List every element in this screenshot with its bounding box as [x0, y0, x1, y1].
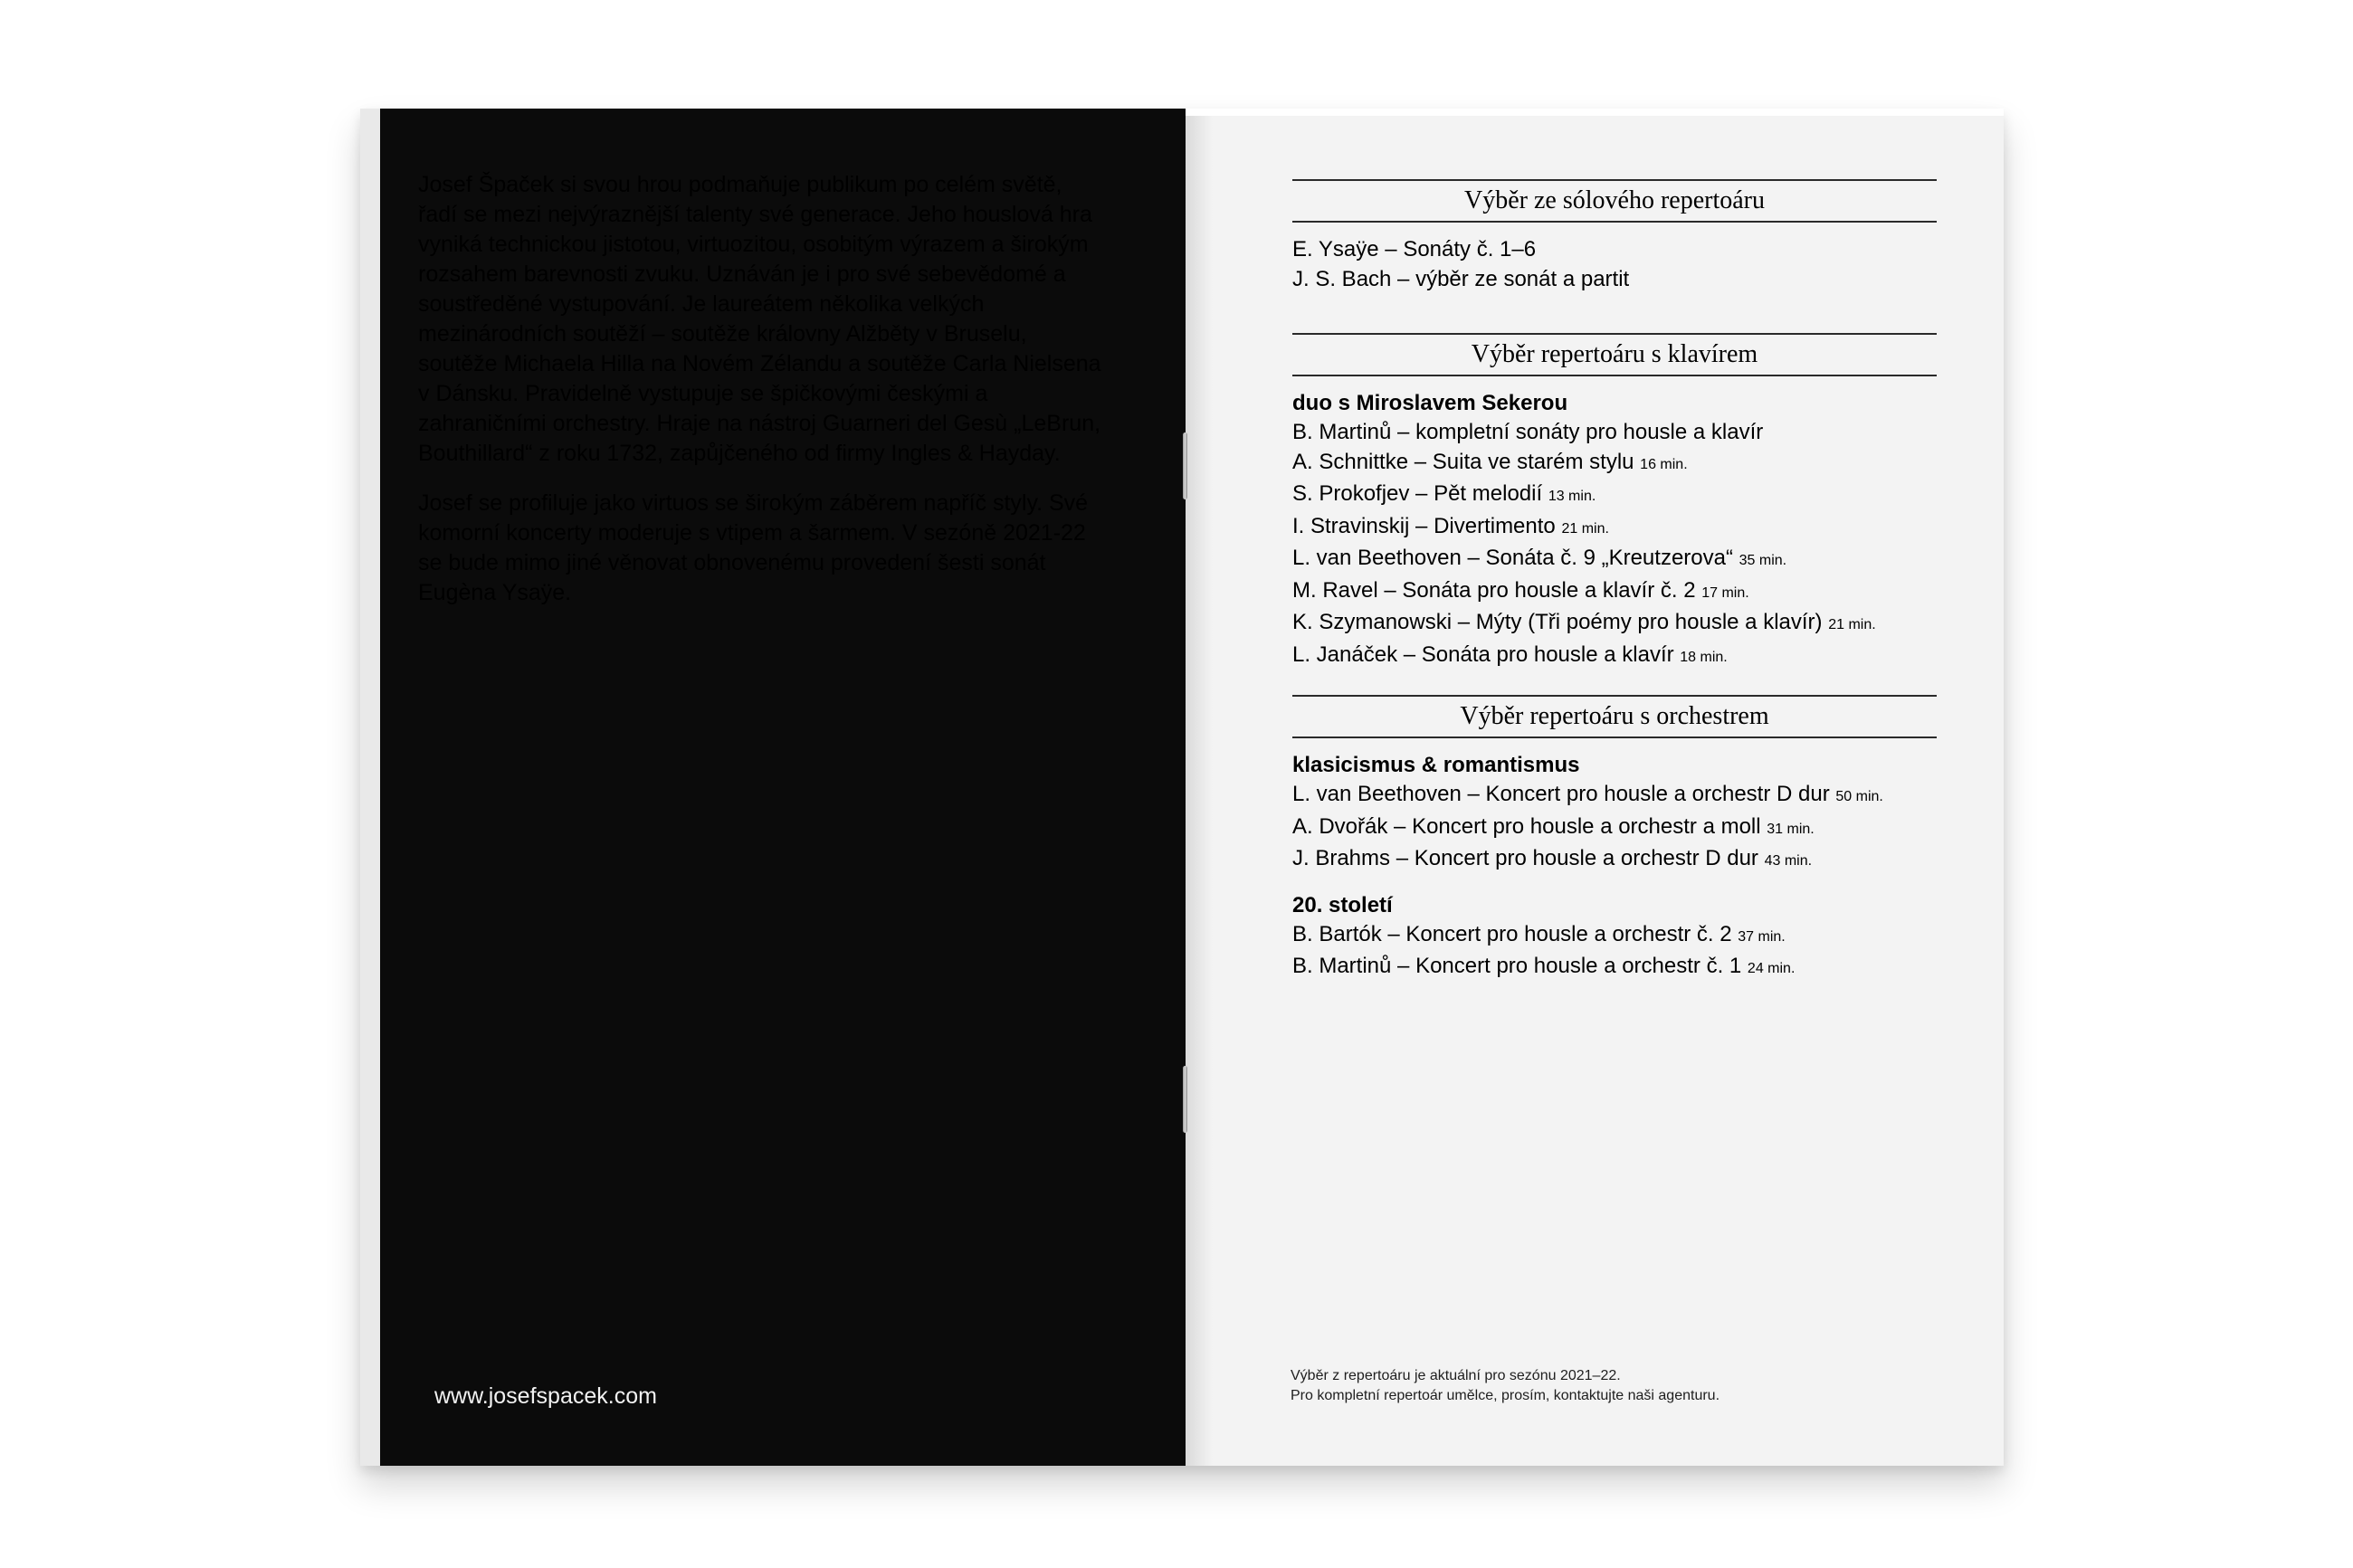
footnote-line: Výběr z repertoáru je aktuální pro sezónu 2021–22.: [1291, 1368, 1621, 1383]
composer: L. van Beethoven: [1292, 782, 1462, 806]
repertoire-item: E. Ysaÿe – Sonáty č. 1–6: [1292, 237, 1537, 261]
repertoire-item: L. van Beethoven – Koncert pro housle a orchestr D dur 50 min.: [1292, 782, 1883, 806]
work-title: Sonáty č. 1–6: [1403, 237, 1537, 261]
work-title: výběr ze sonát a partit: [1415, 266, 1630, 291]
work-title: Koncert pro housle a orchestr a moll: [1412, 813, 1761, 839]
composer: E. Ysaÿe: [1292, 237, 1379, 261]
work-title: Koncert pro housle a orchestr č. 1: [1415, 954, 1742, 978]
repertoire-item: B. Martinů – Koncert pro housle a orchestr č. 1 24 min.: [1292, 954, 1796, 978]
duration: 37 min.: [1738, 928, 1786, 945]
composer: J. Brahms: [1292, 846, 1391, 870]
work-title: Suita ve starém stylu: [1432, 449, 1634, 474]
repertoire-item: S. Prokofjev – Pět melodií 13 min.: [1292, 481, 1596, 506]
section-subheading: duo s Miroslavem Sekerou: [1292, 391, 1568, 415]
repertoire-item: I. Stravinskij – Divertimento 21 min.: [1292, 513, 1609, 538]
composer: B. Martinů: [1292, 420, 1392, 444]
section-subheading: 20. století: [1292, 892, 1393, 917]
duration: 43 min.: [1764, 853, 1813, 869]
repertoire-item: J. Brahms – Koncert pro housle a orchestr D dur 43 min.: [1292, 846, 1813, 870]
work-title: Sonáta pro housle a klavír: [1421, 641, 1674, 667]
composer: A. Dvořák: [1292, 813, 1388, 839]
duration: 13 min.: [1548, 489, 1596, 504]
composer: B. Martinů: [1292, 954, 1392, 978]
repertoire-item: B. Martinů – kompletní sonáty pro housle a klavír: [1292, 420, 1764, 444]
website-link[interactable]: www.josefspacek.com: [434, 1383, 657, 1409]
duration: 35 min.: [1739, 553, 1787, 568]
duration: 16 min.: [1640, 456, 1688, 472]
artist-bio: [418, 170, 1106, 628]
bio-paragraph: Josef se profiluje jako virtuos se širokým záběrem napříč styly. Své komorní koncerty moderuje s vtipem a šarmem. V sezóně 2021-22 se bude mimo jiné věnovat obnovenému provedení šesti sonát Eugèna Ysaÿe.: [418, 490, 1089, 605]
spine-shadow: [1186, 116, 1213, 1466]
duration: 18 min.: [1680, 649, 1728, 665]
composer: L. van Beethoven: [1292, 546, 1462, 570]
solo-repertoire-section: [1292, 179, 1937, 294]
duration: 24 min.: [1747, 961, 1796, 976]
duration: 21 min.: [1561, 520, 1609, 537]
section-heading: Výběr repertoáru s klavírem: [1292, 333, 1937, 376]
repertoire-item: M. Ravel – Sonáta pro housle a klavír č. 2 17 min.: [1292, 577, 1749, 603]
work-title: Mýty (Tři poémy pro housle a klavír): [1475, 610, 1823, 634]
work-title: Pět melodií: [1434, 481, 1543, 506]
composer: J. S. Bach: [1292, 266, 1392, 291]
bottom-staple: [1183, 1066, 1187, 1133]
composer: I. Stravinskij: [1292, 513, 1410, 538]
work-title: Koncert pro housle a orchestr č. 2: [1405, 921, 1732, 946]
work-title: Sonáta č. 9 „Kreutzerova“: [1485, 546, 1733, 570]
repertoire-item: A. Schnittke – Suita ve starém stylu 16 min.: [1292, 449, 1688, 474]
repertoire-item: A. Dvořák – Koncert pro housle a orchestr a moll 31 min.: [1292, 813, 1815, 839]
repertoire-item: B. Bartók – Koncert pro housle a orchestr č. 2 37 min.: [1292, 921, 1786, 946]
duration: 17 min.: [1701, 584, 1749, 601]
work-title: Sonáta pro housle a klavír č. 2: [1402, 577, 1696, 603]
work-title: kompletní sonáty pro housle a klavír: [1415, 420, 1764, 444]
repertoire-item: J. S. Bach – výběr ze sonát a partit: [1292, 266, 1630, 291]
repertoire-item: L. van Beethoven – Sonáta č. 9 „Kreutzerova“ 35 min.: [1292, 546, 1787, 570]
duration: 21 min.: [1828, 617, 1876, 632]
repertoire-item: L. Janáček – Sonáta pro housle a klavír 18 min.: [1292, 641, 1728, 667]
bio-paragraph: Josef Špaček si svou hrou podmaňuje publikum po celém světě, řadí se mezi nejvýraznější talenty své generace. Jeho houslová hra vyniká technickou jistotou, virtuozitou, osobitým výrazem a širokým rozsahem barevnosti zvuku. Uznáván je i pro své sebevědomé a soustředěné vystupování. Je laureátem několika velkých mezinárodních soutěží – soutěže královny Alžběty v Bruselu, soutěže Michaela Hilla na Novém Zélandu a soutěže Carla Nielsena v Dánsku. Pravidelně vystupuje se špičkovými českými a zahraničními orchestry. Hraje na nástroj Guarneri del Gesù „LeBrun, Bouthillard“ z roku 1732, zapůjčeného od firmy Ingles & Hayday.: [418, 172, 1101, 466]
work-title: Koncert pro housle a orchestr D dur: [1414, 846, 1758, 870]
work-title: Koncert pro housle a orchestr D dur: [1485, 782, 1830, 806]
composer: L. Janáček: [1292, 641, 1398, 667]
section-subheading: klasicismus & romantismus: [1292, 753, 1580, 777]
footnote-line: Pro kompletní repertoár umělce, prosím, kontaktujte naši agenturu.: [1291, 1388, 1720, 1403]
composer: M. Ravel: [1292, 577, 1378, 603]
duration: 31 min.: [1767, 821, 1815, 837]
work-title: Divertimento: [1434, 513, 1556, 538]
section-heading: Výběr ze sólového repertoáru: [1292, 179, 1937, 223]
section-heading: Výběr repertoáru s orchestrem: [1292, 695, 1937, 738]
top-staple: [1183, 432, 1187, 499]
repertoire-footnote: [1291, 1366, 1720, 1406]
repertoire-item: K. Szymanowski – Mýty (Tři poémy pro housle a klavír) 21 min.: [1292, 610, 1876, 634]
composer: B. Bartók: [1292, 921, 1382, 946]
duration: 50 min.: [1835, 789, 1883, 804]
piano-repertoire-section: [1292, 333, 1937, 672]
orchestra-repertoire-section: [1292, 695, 1937, 984]
composer: S. Prokofjev: [1292, 481, 1410, 506]
composer: A. Schnittke: [1292, 449, 1409, 474]
composer: K. Szymanowski: [1292, 610, 1453, 634]
